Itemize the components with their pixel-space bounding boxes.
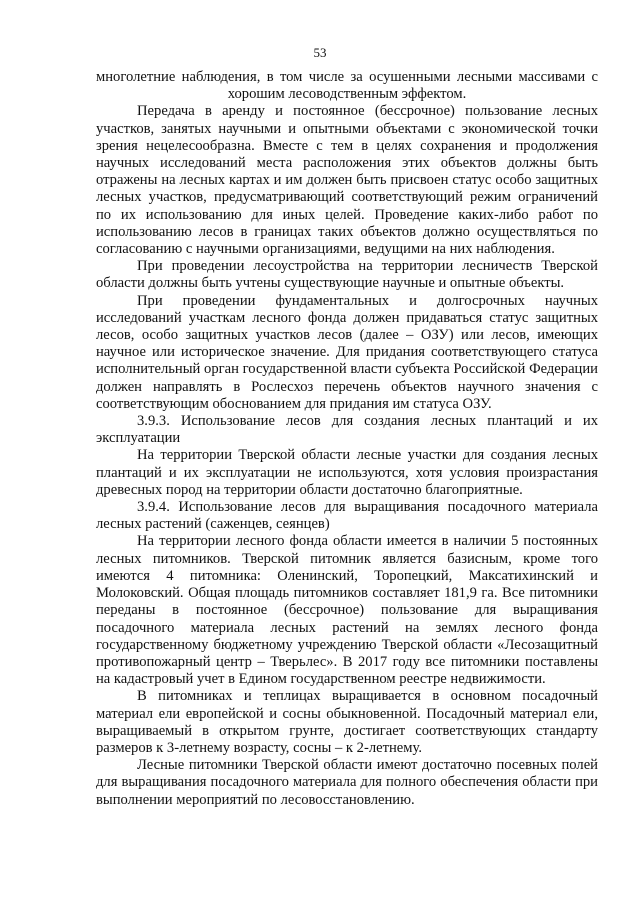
- paragraph-nurseries: На территории лесного фонда области имеется в наличии 5 постоянных лесных питомников. Тверской питомник является базисным, кроме того имеются 4 питомника: Оленинский, Торопецкий, Максатихинский и Молоковский. Общая площадь питомников составляет 181,9 га. Все питомники переданы в постоянное (бессрочное) пользование для выращивания посадочного материала лесных растений на землях лесного фонда государственному бюджетному учреждению Тверской области «Лесозащитный противопожарный центр – Тверьлес». В 2017 году все питомники поставлены на кадастровый учет в Едином государственном реестре недвижимости.: [96, 533, 598, 688]
- paragraph-lease-of-research-plots: Передача в аренду и постоянное (бессрочное) пользование лесных участков, занятых научными и опытными объектами с экономической точки зрения нецелесообразна. Вместе с тем в целях сохранения и продолжения научных исследований места расположения этих объектов должны быть отражены на лесных картах и им должен быть присвоен статус особо защитных лесных участков, предусматривающий соответствующий режим ограничений по их использованию для иных целей. Проведение каких-либо работ по использованию лесов в границах таких объектов должно осуществляться по согласованию с научными организациями, ведущими на них наблюдения.: [96, 103, 598, 258]
- section-heading-3-9-4: 3.9.4. Использование лесов для выращивания посадочного материала лесных растений (саженцев, сеянцев): [96, 499, 598, 533]
- paragraph-planting-material: В питомниках и теплицах выращивается в основном посадочный материал ели европейской и сосны обыкновенной. Посадочный материал ели, выращиваемый в открытом грунте, достигает соответствующих стандарту размеров к 3-летнему возрасту, сосны – к 2-летнему.: [96, 688, 598, 756]
- section-heading-3-9-3: 3.9.3. Использование лесов для создания лесных плантаций и их эксплуатации: [96, 413, 598, 447]
- paragraph-forest-inventory: При проведении лесоустройства на территории лесничеств Тверской области должны быть учтены существующие научные и опытные объекты.: [96, 258, 598, 292]
- page-number: 53: [313, 45, 327, 60]
- paragraph-seed-fields: Лесные питомники Тверской области имеют достаточно посевных полей для выращивания посадочного материала для полного обеспечения области при выполнении мероприятий по лесовосстановлению.: [96, 757, 598, 808]
- paragraph-continuation: многолетние наблюдения, в том числе за осушенными лесными массивами с хорошим лесоводственным эффектом.: [96, 69, 598, 103]
- paragraph-forest-plantations: На территории Тверской области лесные участки для создания лесных плантаций и их эксплуатации не используются, хотя условия произрастания древесных пород на территории области достаточно благоприятные.: [96, 447, 598, 498]
- paragraph-research-status: При проведении фундаментальных и долгосрочных научных исследований участкам лесного фонда должен придаваться статус защитных лесов, особо защитных участков лесов (далее – ОЗУ) или лесов, имеющих научное или историческое значение. Для придания соответствующего статуса исполнительный орган государственной власти субъекта Российской Федерации должен направлять в Рослесхоз перечень объектов научного значения с соответствующим обоснованием для придания им статуса ОЗУ.: [96, 292, 598, 412]
- document-body: [96, 69, 598, 809]
